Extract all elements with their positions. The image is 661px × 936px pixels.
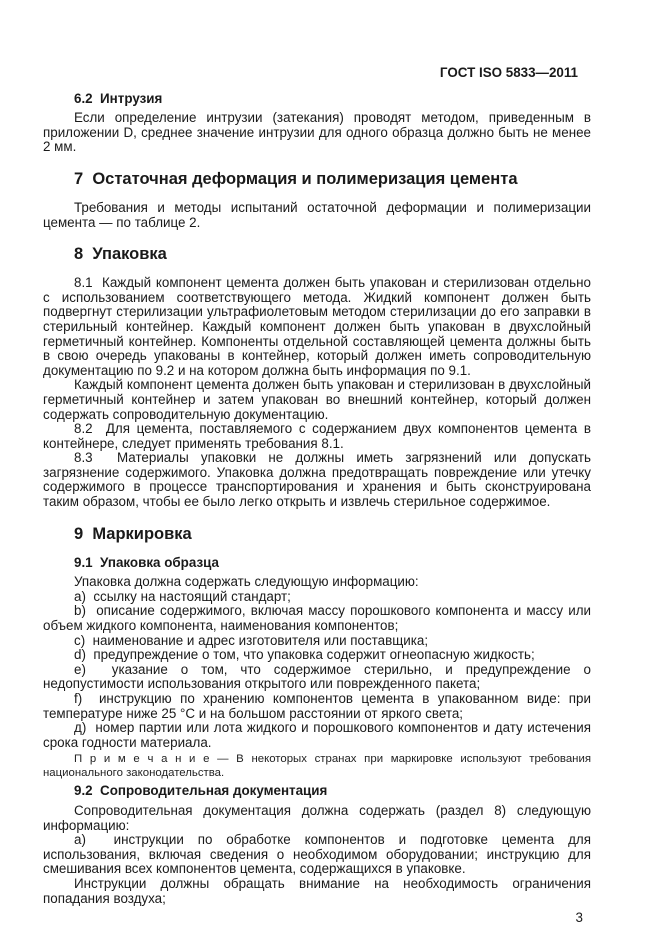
section-heading-9: 9 Маркировка [74,524,192,543]
note: П р и м е ч а н и е — В некоторых странах при маркировке используют требования национального законодательства. [43,753,591,779]
paragraph-9-1-intro: Упаковка должна содержать следующую информацию: [74,574,419,590]
paragraph-intrusion: Если определение интрузии (затекания) проводят методом, приведенным в приложении D, среднее значение интрузии для одного образца должно быть не менее 2 мм. [43,110,591,155]
paragraph-deformation: Требования и методы испытаний остаточной деформации и полимеризации цемента — по таблице 2. [43,199,591,230]
list-item-a: a) ссылку на настоящий стандарт; [74,588,291,604]
page-content [43,66,591,926]
section-heading-7: 7 Остаточная деформация и полимеризация цемента [74,169,518,188]
doc-header [43,66,591,81]
page-footer [43,911,591,926]
paragraph-instructions: Инструкции должны обращать внимание на необходимость ограничения попадания воздуха; [43,875,591,906]
paragraph-9-2-intro: Сопроводительная документация должна содержать (раздел 8) следующую информацию: [43,802,591,833]
paragraph-8-2: 8.2 Для цемента, поставляемого с содержанием двух компонентов цемента в контейнере, следует применять требования 8.1. [43,421,591,451]
list-item-g: д) номер партии или лота жидкого и порошкового компонентов и дату истечения срока годности материала. [43,720,591,750]
doc-number: ГОСТ ISO 5833—2011 [439,65,578,80]
list-item-c: c) наименование и адрес изготовителя или поставщика; [74,632,429,648]
list-item-d: d) предупреждение о том, что упаковка содержит огнеопасную жидкость; [74,647,535,663]
list-item-9-2-a: a) инструкции по обработке компонентов и подготовке цемента для использования, включая сведения о необходимом оборудовании; инструкцию для смешивания всех компонентов цемента, содержащихся в упаковке. [43,832,591,877]
section-heading-8: 8 Упаковка [74,245,167,264]
list-item-b: b) описание содержимого, включая массу порошкового компонента и массу или объем жидкого компонента, наименования компонентов; [43,603,591,634]
subsection-heading-9-1: 9.1 Упаковка образца [74,554,219,570]
paragraph-8-1-cont: Каждый компонент цемента должен быть упакован и стерилизован в двухслойный герметичный контейнер и затем упакован во внешний контейнер, который должен содержать сопроводительную документацию. [43,377,591,422]
paragraph-8-1: 8.1 Каждый компонент цемента должен быть упакован и стерилизован отдельно с использованием соответствующего метода. Жидкий компонент должен быть подвергнут стерилизации ультрафиолетовым методом стерилизации до его заправки в стерильный контейнер. Каждый компонент должен быть упакован в двухслойный герметичный контейнер. Компоненты отдельной составляющей цемента должны быть в свою очередь упакованы в контейнер, который должен иметь сопроводительную документацию по 9.2 и на котором должна быть информация по 9.1. [43,275,591,378]
paragraph-8-3: 8.3 Материалы упаковки не должны иметь загрязнений или допускать загрязнение содержимого. Упаковка должна предотвращать повреждение или утечку содержимого в процессе транспортирования и хранения и быть сконструирована таким образом, чтобы ее было легко открыть и извлечь стерильное содержимое. [43,450,591,510]
list-item-e: e) указание о том, что содержимое стерильно, и предупреждение о недопустимости использования открытого или поврежденного пакета; [43,661,591,692]
page-number: 3 [575,910,583,926]
list-item-f: f) инструкцию по хранению компонентов цемента в упакованном виде: при температуре ниже 25 °C и на большом расстоянии от яркого света; [43,691,591,721]
subsection-heading-9-2: 9.2 Сопроводительная документация [74,783,328,799]
subsection-heading-6-2: 6.2 Интрузия [74,90,163,106]
